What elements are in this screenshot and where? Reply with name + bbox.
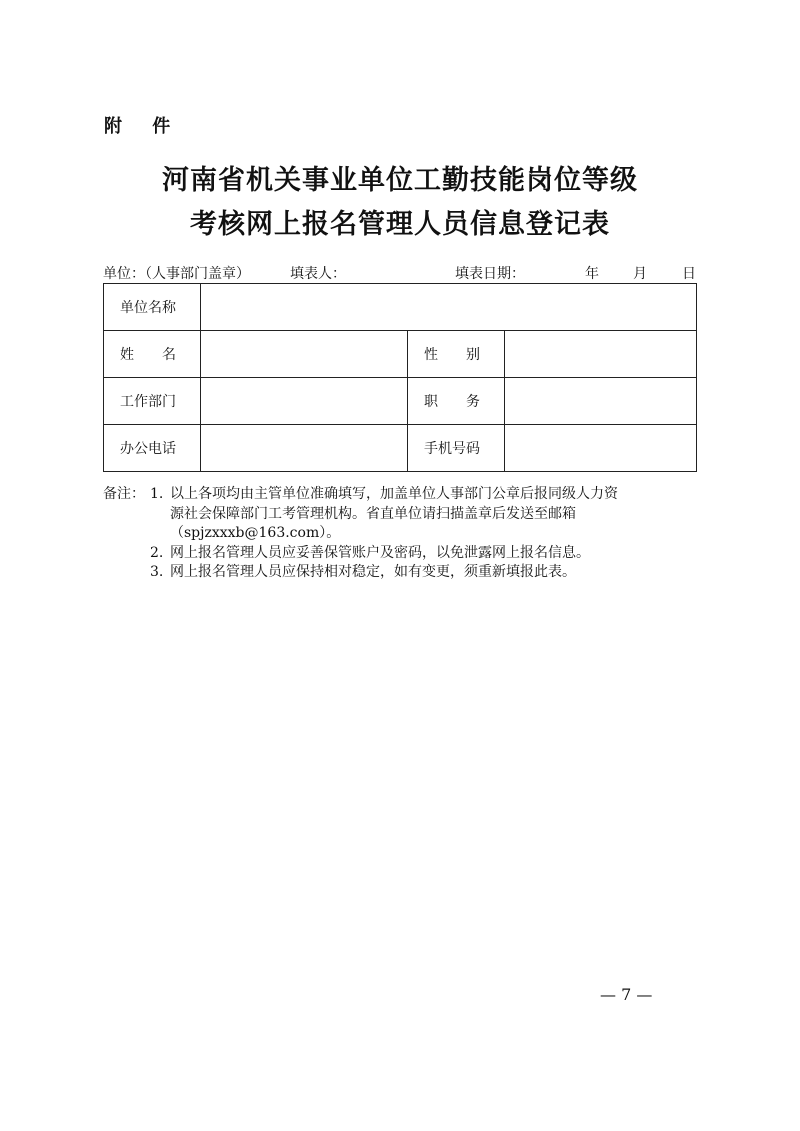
note-text-line: 网上报名管理人员应妥善保管账户及密码，以免泄露网上报名信息。 (170, 544, 590, 561)
unit-name-field[interactable] (201, 284, 697, 331)
date-year-label: 年 (585, 266, 599, 282)
form-row-name (104, 331, 697, 378)
position-field[interactable] (505, 378, 697, 425)
date-month-label: 月 (633, 266, 647, 282)
note-item-1 (103, 485, 697, 544)
note-text-line: 源社会保障部门工考管理机构。省直单位请扫描盖章后发送至邮箱 (170, 505, 576, 522)
gender-field[interactable] (505, 331, 697, 378)
unit-stamp-label: 单位：（人事部门盖章） (103, 266, 250, 282)
position-label: 职 务 (408, 378, 505, 425)
filler-label: 填表人： (290, 266, 346, 282)
unit-name-label: 单位名称 (104, 284, 201, 331)
note-text-line: 以上各项均由主管单位准确填写，加盖单位人事部门公章后报同级人力资 (170, 486, 618, 502)
document-title-line2: 考核网上报名管理人员信息登记表 (190, 209, 610, 240)
note-text-line: 网上报名管理人员应保持相对稳定，如有变更，须重新填报此表。 (170, 564, 576, 580)
notes-prefix: 备注： (103, 486, 145, 502)
form-row-department (104, 378, 697, 425)
mobile-field[interactable] (505, 425, 697, 472)
note-number: 2. (150, 544, 164, 561)
office-phone-label: 办公电话 (104, 425, 201, 472)
office-phone-field[interactable] (201, 425, 408, 472)
registration-form-table (103, 283, 697, 472)
note-item-2 (103, 544, 697, 564)
name-label: 姓 名 (104, 331, 201, 378)
name-field[interactable] (201, 331, 408, 378)
notes-section (103, 485, 697, 583)
attachment-label: 附 件 (104, 116, 183, 137)
fill-date-label: 填表日期： (455, 266, 525, 282)
page-number: — 7 — (600, 985, 653, 1004)
mobile-label: 手机号码 (408, 425, 505, 472)
department-label: 工作部门 (104, 378, 201, 425)
form-row-phone (104, 425, 697, 472)
note-number: 3. (150, 564, 164, 580)
department-field[interactable] (201, 378, 408, 425)
note-item-3 (103, 563, 697, 583)
document-title-line1: 河南省机关事业单位工勤技能岗位等级 (162, 165, 638, 196)
note-number: 1. (150, 486, 164, 502)
form-row-unit (104, 284, 697, 331)
date-day-label: 日 (682, 266, 696, 282)
note-text-line: （spjzxxxb@163.com）。 (170, 525, 341, 541)
gender-label: 性 别 (408, 331, 505, 378)
